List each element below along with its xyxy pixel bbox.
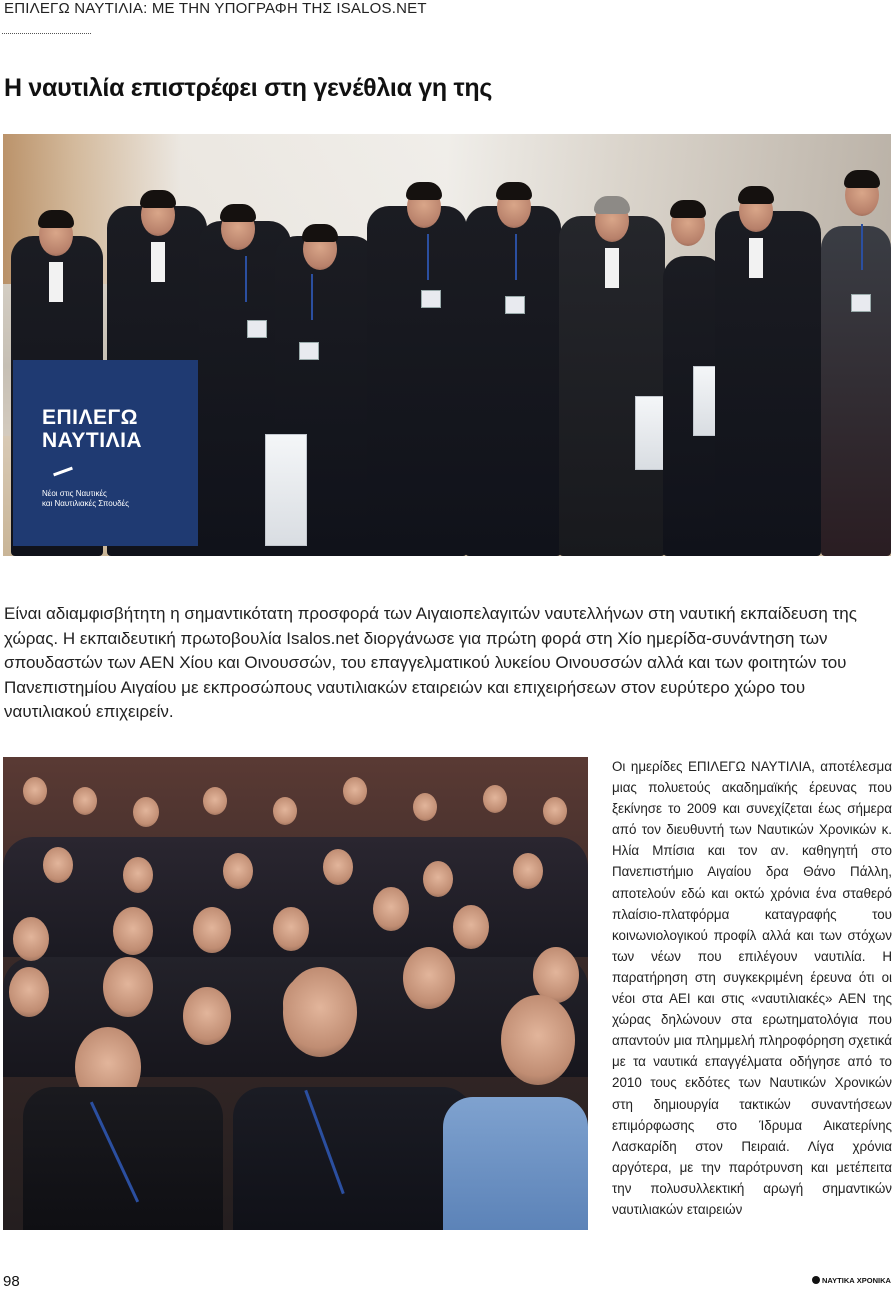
person-hair <box>406 182 442 200</box>
person-hair <box>844 170 880 188</box>
person-shirt <box>605 248 619 288</box>
person-badge <box>299 342 319 360</box>
person-figure <box>367 206 467 556</box>
brand-logo-icon <box>812 1276 820 1284</box>
audience-face <box>9 967 49 1017</box>
audience-face <box>193 907 231 953</box>
person-lanyard <box>427 234 429 280</box>
audience-face <box>133 797 159 827</box>
gift-bag <box>265 434 307 546</box>
person-shirt <box>49 262 63 302</box>
dotted-divider <box>2 33 91 34</box>
person-shirt <box>151 242 165 282</box>
series-logo-subtitle-line1: Νέοι στις Ναυτικές <box>42 489 107 498</box>
person-hair <box>302 224 338 242</box>
article-column-text: Οι ημερίδες ΕΠΙΛΕΓΩ ΝΑΥΤΙΛΙΑ, αποτέλεσμα μιας πολυετούς ακαδημαϊκής έρευνας που ξεκίνησε το 2009 και συνεχίζεται έως σήμερα από τον διευθυντή των Ναυτικών Χρονικών κ. Ηλία Μπίσια και τον αν. καθηγητή στο Πανεπιστήμιο Αιγαίου δρα Θάνο Πάλλη, αποτελούν εδώ και οκτώ χρόνια ένα σταθερό πλαίσιο-πλατφόρμα καταγραφής του κοινωνιολογικού προφίλ αλλά και των στόχων των νέων που επιλέγουν ναυτιλία. Η παρατήρηση στη συγκεκριμένη έρευνα ότι οι νέοι στα ΑΕΙ και στις «ναυτιλιακές» ΑΕΝ της χώρας δηλώνουν στα ερωτηματολόγια που απαντούν μια πλημμελή πληροφόρηση σχετικά με τα ναυτικά επαγγέλματα οδήγησε από το 2010 τους εκδότες των Ναυτικών Χρονικών στη δημιουργία τακτικών συναντήσεων επιμόρφωσης στο Ίδρυμα Αικατερίνης Λασκαρίδη στον Πειραιά. Λίγα χρόνια αργότερα, με την παρότρυνση και μετέπειτα την πολυσυλλεκτική αρωγή σημαντικών ναυτιλιακών εταιρειών <box>612 759 892 1217</box>
person-badge <box>851 294 871 312</box>
audience-face <box>453 905 489 949</box>
audience-face <box>73 787 97 815</box>
audience-front-person <box>443 1097 588 1230</box>
person-hair <box>496 182 532 200</box>
person-figure <box>715 211 821 556</box>
audience-front-person <box>233 1087 473 1230</box>
audience-face <box>223 853 253 889</box>
person-hair <box>670 200 706 218</box>
series-logo-title-line2: ΝΑΥΤΙΛΙΑ <box>42 429 143 452</box>
audience-face <box>203 787 227 815</box>
audience-face <box>23 777 47 805</box>
audience-photo <box>3 757 588 1230</box>
brand-name: ΝΑΥΤΙΚΑ ΧΡΟΝΙΚΑ <box>822 1276 891 1285</box>
person-badge <box>247 320 267 338</box>
series-logo-box <box>13 360 198 546</box>
slash-mark <box>53 467 73 477</box>
person-lanyard <box>861 224 863 270</box>
audience-face <box>513 853 543 889</box>
audience-face <box>423 861 453 897</box>
audience-face <box>283 967 357 1057</box>
audience-front-person <box>23 1087 223 1230</box>
series-logo-title <box>42 406 192 452</box>
audience-face <box>501 995 575 1085</box>
person-hair <box>738 186 774 204</box>
lead-paragraph: Είναι αδιαμφισβήτητη η σημαντικότατη προσφορά των Αιγαιοπελαγιτών ναυτελλήνων στη ναυτική εκπαίδευση της χώρας. Η εκπαιδευτική πρωτοβουλία Isalos.net διοργάνωσε για πρώτη φορά στη Χίο ημερίδα-συνάντηση των σπουδαστών των ΑΕΝ Χίου και Οινουσσών, του επαγγελματικού λυκείου Οινουσσών αλλά και των φοιτητών του Πανεπιστημίου Αιγαίου με εκπροσώπους ναυτιλιακών εταιρειών και επιχειρήσεων στον ευρύτερο χώρο του ναυτιλιακού επιχειρείν. <box>4 604 857 721</box>
audience-face <box>123 857 153 893</box>
person-lanyard <box>311 274 313 320</box>
audience-face <box>183 987 231 1045</box>
person-badge <box>421 290 441 308</box>
page-number: 98 <box>3 1273 20 1290</box>
audience-face <box>343 777 367 805</box>
audience-face <box>413 793 437 821</box>
series-logo-subtitle <box>42 489 192 509</box>
person-figure <box>465 206 561 556</box>
article-headline: Η ναυτιλία επιστρέφει στη γενέθλια γη της <box>4 74 493 102</box>
section-kicker: ΕΠΙΛΕΓΩ ΝΑΥΤΙΛΙΑ: ΜΕ ΤΗΝ ΥΠΟΓΡΑΦΗ ΤΗΣ ISALOS.NET <box>4 0 427 17</box>
audience-face <box>483 785 507 813</box>
audience-face <box>323 849 353 885</box>
person-figure <box>821 226 891 556</box>
person-shirt <box>749 238 763 278</box>
series-logo-subtitle-line2: και Ναυτιλιακές Σπουδές <box>42 499 129 508</box>
person-hair <box>140 190 176 208</box>
audience-face <box>543 797 567 825</box>
audience-face <box>13 917 49 961</box>
series-logo-title-line1: ΕΠΙΛΕΓΩ <box>42 406 138 429</box>
audience-face <box>43 847 73 883</box>
audience-face <box>113 907 153 955</box>
person-lanyard <box>245 256 247 302</box>
person-badge <box>505 296 525 314</box>
audience-face <box>403 947 455 1009</box>
person-hair <box>594 196 630 214</box>
audience-face <box>273 907 309 951</box>
person-lanyard <box>515 234 517 280</box>
person-hair <box>220 204 256 222</box>
audience-face <box>373 887 409 931</box>
audience-face <box>273 797 297 825</box>
audience-face <box>103 957 153 1017</box>
publication-brand <box>812 1276 892 1285</box>
person-hair <box>38 210 74 228</box>
